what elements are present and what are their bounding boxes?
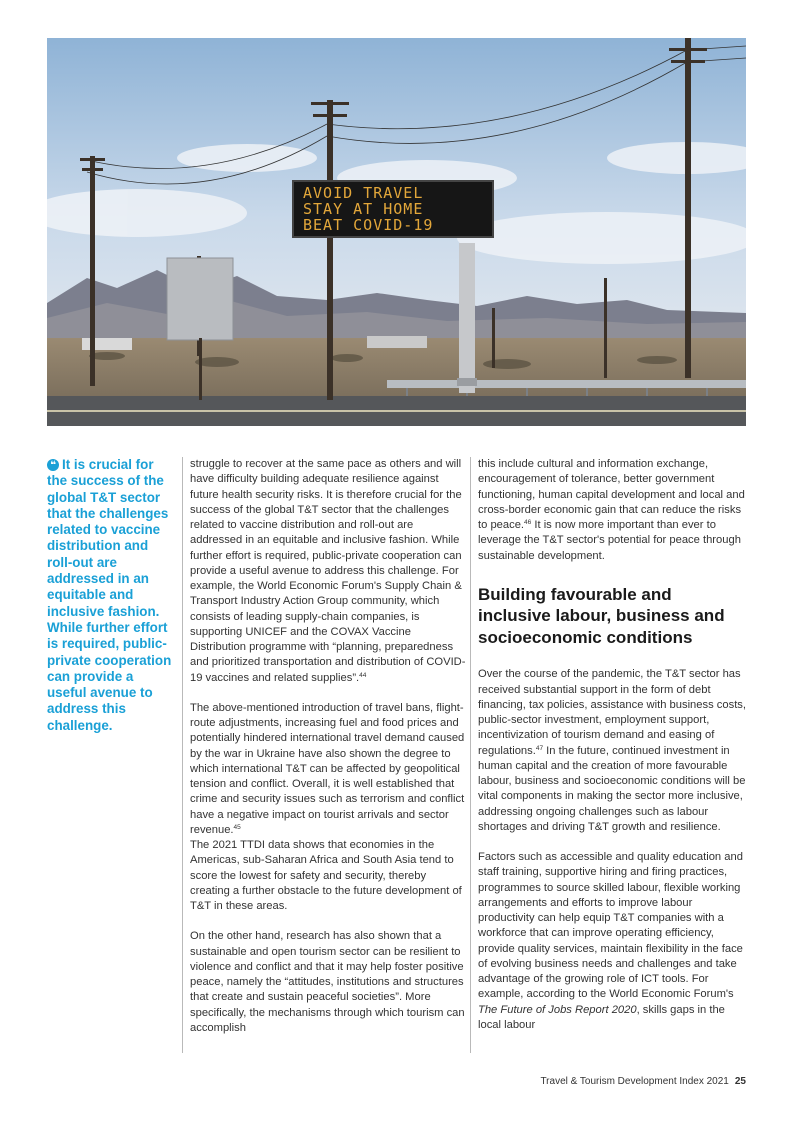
column-divider-2	[470, 457, 471, 1053]
paragraph-text: struggle to recover at the same pace as others and will have difficulty building adequate resilience against future health security risks. It is therefore crucial for the success of the global T&T sector that the challenges related to vaccine distribution and roll-out are addressed in an equitable and inclusive fashion. While further effort is required, public-private cooperation can provide a useful avenue to address this challenge. For example, the World Economic Forum's Supply Chain & Transport Industry Action Group community, which consists of leading supply-chain companies, is supporting UNICEF and the COVAX Vaccine Distribution programme with “planning, preparedness and prioritized transportation and distribution of COVID-19 vaccines and related supplies”.	[190, 458, 466, 684]
paragraph	[478, 457, 748, 564]
paragraph-text: In the future, continued investment in human capital and the creation of more favourable labour, business and socioeconomic conditions will be vital components in making the sector more inclusive, addressing ongoing challenges such as labour shortages and driving T&T growth and resilience.	[478, 744, 746, 833]
body-column-2	[190, 457, 466, 1053]
sign-line-1: AVOID TRAVEL	[303, 184, 424, 202]
paragraph	[190, 457, 466, 686]
paragraph-text: The 2021 TTDI data shows that economies in the Americas, sub-Saharan Africa and South Asia tend to score the lowest for safety and security, thereby creating a further obstacle to the future development of T&T in these areas.	[190, 839, 462, 912]
footnote-ref: 47	[535, 744, 544, 752]
footer-title: Travel & Tourism Development Index 2021	[540, 1076, 729, 1087]
sign-line-3: BEAT COVID-19	[303, 216, 434, 234]
report-title: The Future of Jobs Report 2020	[478, 1003, 637, 1016]
paragraph-text: , skills gaps in the local labour	[478, 1003, 725, 1031]
paragraph	[190, 701, 466, 915]
paragraph-text: Over the course of the pandemic, the T&T sector has received substantial support in the form of debt financing, tax policies, assistance with business costs, public-sector investment, employment support, incentivization of tourism demand and easing of regulations.	[478, 668, 747, 757]
paragraph-text: Factors such as accessible and quality education and staff training, supportive hiring and firing practices, programmes to source skilled labour, flexible working arrangements and efforts to improve labour productivity can help equip T&T companies with a workforce that can improve operating efficiency, provide quality services, maintain flexibility in the face of evolving business needs and challenges and take advantage of the growing role of ICT tools. For example, according to the World Economic Forum's	[478, 851, 743, 1001]
paragraph-text: On the other hand, research has also shown that a sustainable and open tourism sector can be resilient to violence and conflict and that it may help foster positive peace, namely the “attitudes, institutions and structures that create and sustain peaceful societies”. More specifically, the mechanisms through which tourism can accomplish	[190, 930, 465, 1034]
section-heading: Building favourable and inclusive labour, business and socioeconomic conditions	[478, 584, 725, 647]
paragraph-text: It is now more important than ever to leverage the T&T sector's potential for peace through sustainable development.	[478, 519, 741, 562]
footnote-ref: 44	[359, 671, 367, 679]
page-number: 25	[734, 1076, 746, 1087]
paragraph-text: this include cultural and information exchange, encouragement of tolerance, better government functioning, human capital development and local and cross-border economic gain that can reduce the risks to peace.	[478, 458, 745, 531]
paragraph-text: The above-mentioned introduction of travel bans, flight-route adjustments, increasing fuel and food prices and potentially hindered international travel demand caused by the war in Ukraine have also shown the degree to which international T&T can be affected by geopolitical tension and conflict. Overall, it is well established that crime and security issues such as terrorism and conflict have a negative impact on tourist arrivals and sector revenue.	[190, 701, 465, 836]
footnote-ref: 45	[233, 823, 241, 831]
footnote-ref: 46	[524, 519, 532, 526]
paragraph	[190, 929, 466, 1036]
page-footer	[540, 1076, 746, 1087]
pull-quote-text: It is crucial for the success of the global T&T sector that the challenges related to vaccine distribution and roll-out are addressed in an equitable and inclusive fashion. While further effort is required, public-private cooperation can provide a useful avenue to address this challenge.	[47, 457, 172, 733]
hero-photo	[47, 38, 746, 426]
paragraph	[478, 850, 748, 1033]
body-column-3	[478, 457, 748, 1048]
column-divider-1	[182, 457, 183, 1053]
highway-sign-illustration	[47, 38, 746, 426]
quote-icon: ❝	[47, 459, 59, 471]
paragraph	[478, 667, 748, 835]
pull-quote	[47, 457, 175, 734]
sign-line-2: STAY AT HOME	[303, 200, 424, 218]
